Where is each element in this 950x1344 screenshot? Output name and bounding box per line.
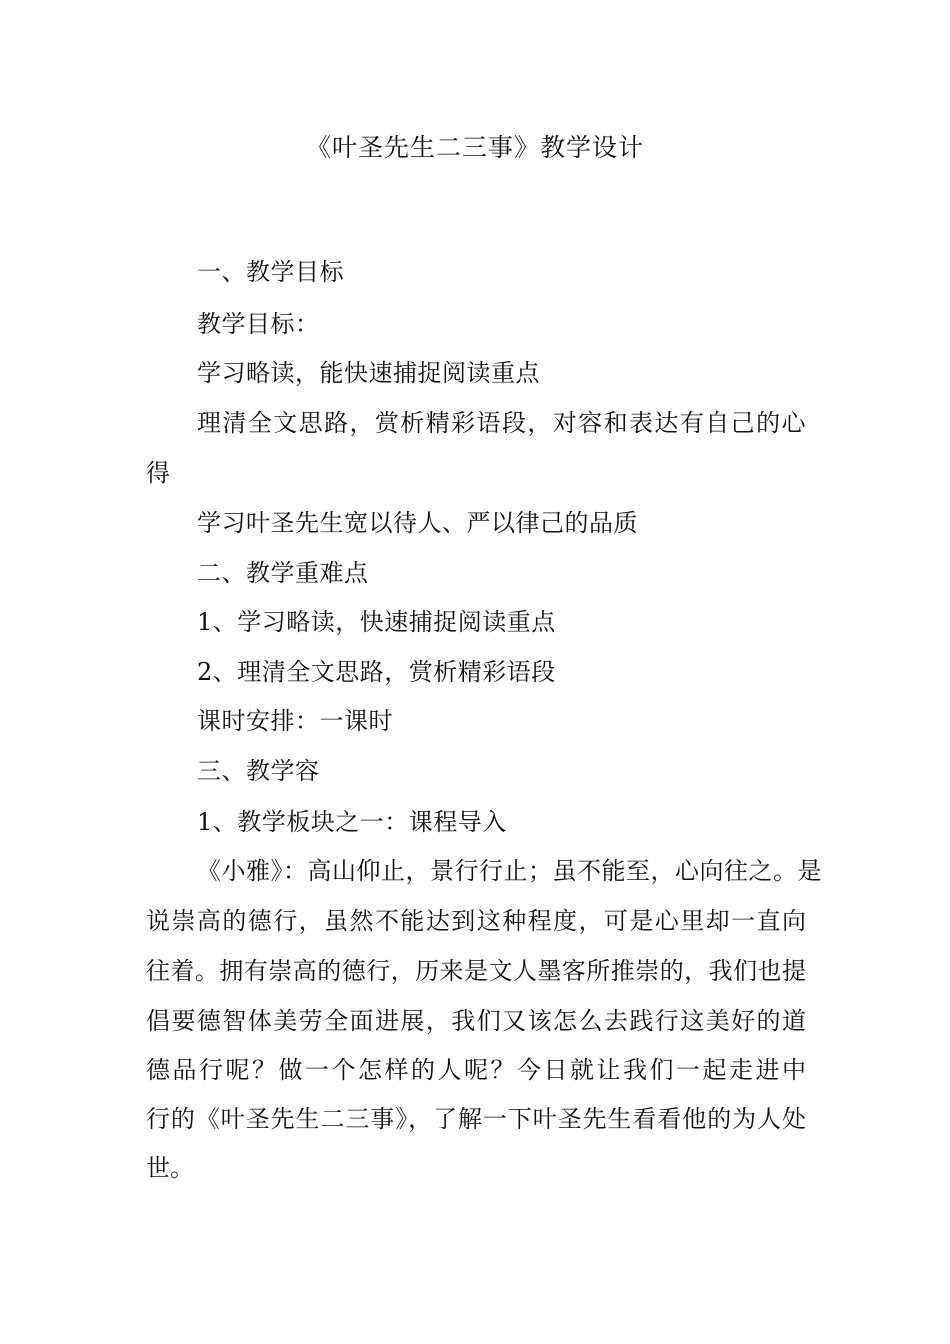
paragraph-line-3: 往着。拥有崇高的德行，历来是文人墨客所推崇的，我们也提 [146, 957, 806, 985]
paragraph-line-4: 倡要德智体美劳全面进展，我们又该怎么去践行这美好的道 [146, 1007, 806, 1035]
schedule-line: 课时安排：一课时 [197, 707, 393, 735]
objective-item-3: 学习叶圣先生宽以待人、严以律己的品质 [197, 509, 638, 537]
content-block-1-heading: 1、教学板块之一：课程导入 [197, 808, 507, 836]
section-heading-objectives: 一、教学目标 [197, 258, 344, 286]
objective-item-1: 学习略读，能快速捕捉阅读重点 [197, 359, 540, 387]
paragraph-line-1: 《小雅》：高山仰止，景行行止；虽不能至，心向往之。是 [197, 857, 822, 885]
objective-item-2-continued: 得 [146, 459, 170, 487]
paragraph-line-5: 德品行呢？做一个怎样的人呢？今日就让我们一起走进中 [146, 1056, 806, 1084]
objective-item-2: 理清全文思路，赏析精彩语段，对容和表达有自己的心 [197, 409, 806, 437]
key-point-2: 2、理清全文思路，赏析精彩语段 [197, 658, 556, 686]
document-title: 《叶圣先生二三事》教学设计 [305, 133, 644, 162]
paragraph-line-7: 世。 [146, 1154, 194, 1182]
paragraph-line-6: 行的《叶圣先生二三事》，了解一下叶圣先生看看他的为人处 [146, 1105, 806, 1133]
key-point-1: 1、学习略读，快速捕捉阅读重点 [197, 608, 556, 636]
section-heading-key-points: 二、教学重难点 [197, 559, 369, 587]
paragraph-line-2: 说崇高的德行，虽然不能达到这种程度，可是心里却一直向 [146, 907, 806, 935]
objectives-label: 教学目标： [197, 310, 320, 338]
section-heading-content: 三、教学容 [197, 757, 320, 785]
